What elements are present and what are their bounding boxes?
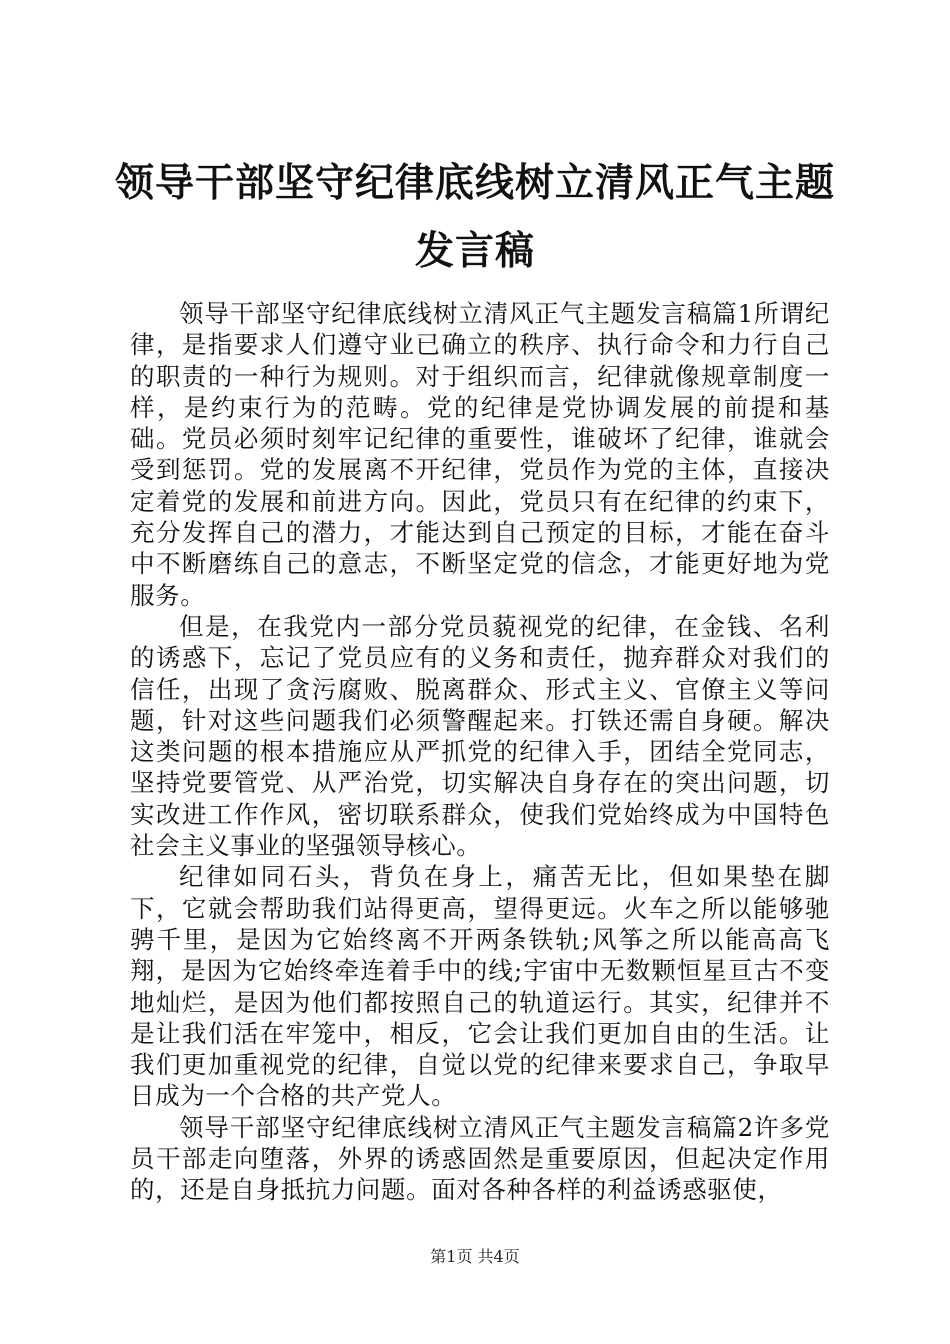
- document-title: 领导干部坚守纪律底线树立清风正气主题发言稿: [115, 161, 836, 274]
- page-number-footer: 第1页 共4页: [430, 1247, 520, 1266]
- paragraph-4: 领导干部坚守纪律底线树立清风正气主题发言稿篇2许多党员干部走向堕落，外界的诱惑固然是重要原因，但起决定作用的，还是自身抵抗力问题。面对各种各样的利益诱惑驱使，: [130, 1112, 830, 1205]
- paragraph-3: 纪律如同石头，背负在身上，痛苦无比，但如果垫在脚下，它就会帮助我们站得更高，望得更远。火车之所以能够驰骋千里，是因为它始终离不开两条铁轨;风筝之所以能高高飞翔，是因为它始终牵连着手中的线;宇宙中无数颗恒星亘古不变地灿烂，是因为他们都按照自己的轨道运行。其实，纪律并不是让我们活在牢笼中，相反，它会让我们更加自由的生活。让我们更加重视党的纪律，自觉以党的纪律来要求自己，争取早日成为一个合格的共产党人。: [130, 862, 830, 1111]
- paragraph-1: 领导干部坚守纪律底线树立清风正气主题发言稿篇1所谓纪律，是指要求人们遵守业已确立的秩序、执行命令和力行自己的职责的一种行为规则。对于组织而言，纪律就像规章制度一样，是约束行为的范畴。党的纪律是党协调发展的前提和基础。党员必须时刻牢记纪律的重要性，谁破坏了纪律，谁就会受到惩罚。党的发展离不开纪律，党员作为党的主体，直接决定着党的发展和前进方向。因此，党员只有在纪律的约束下，充分发挥自己的潜力，才能达到自己预定的目标，才能在奋斗中不断磨练自己的意志，不断坚定党的信念，才能更好地为党服务。: [130, 299, 830, 610]
- document-body: [130, 298, 830, 1206]
- paragraph-2: 但是，在我党内一部分党员藐视党的纪律，在金钱、名利的诱惑下，忘记了党员应有的义务和责任，抛弃群众对我们的信任，出现了贪污腐败、脱离群众、形式主义、官僚主义等问题，针对这些问题我们必须警醒起来。打铁还需自身硬。解决这类问题的根本措施应从严抓党的纪律入手，团结全党同志，坚持党要管党、从严治党，切实解决自身存在的突出问题，切实改进工作作风，密切联系群众，使我们党始终成为中国特色社会主义事业的坚强领导核心。: [130, 611, 830, 861]
